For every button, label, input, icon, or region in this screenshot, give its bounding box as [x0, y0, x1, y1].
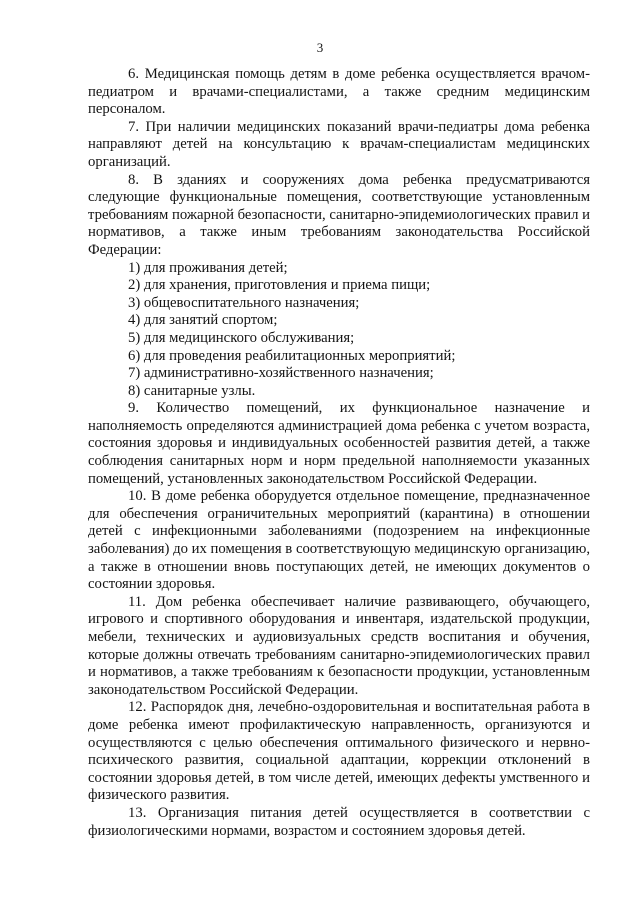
document-body	[88, 66, 590, 840]
paragraph-13: 13. Организация питания детей осуществляется в соответствии с физиологическими нормами, возрастом и состоянием здоровья детей.	[88, 804, 590, 839]
paragraph-12: 12. Распорядок дня, лечебно-оздоровительная и воспитательная работа в доме ребенка имеют профилактическую направленность, организуются и осуществляются с целью обеспечения оптимального физического и нервно-психического развития, социальной адаптации, коррекции отклонений в состоянии здоровья детей, в том числе детей, имеющих дефекты умственного и физического развития.	[88, 699, 590, 804]
list-item: 3) общевоспитательного назначения;	[128, 294, 360, 311]
paragraph-8: 8. В зданиях и сооружениях дома ребенка предусматриваются следующие функциональные помещения, соответствующие установленным требованиям пожарной безопасности, санитарно-эпидемиологических правил и нормативов, а также иным требованиям законодательства Российской Федерации:	[88, 171, 590, 258]
page-number: 3	[316, 40, 324, 55]
paragraph-9: 9. Количество помещений, их функциональное назначение и наполняемость определяются администрацией дома ребенка с учетом возраста, состояния здоровья и индивидуальных особенностей развития детей, а также соблюдения санитарных норм и норм предельной наполняемости указанных помещений, установленных законодательством Российской Федерации.	[88, 400, 590, 487]
paragraph-6: 6. Медицинская помощь детям в доме ребенка осуществляется врачом-педиатром и врачами-специалистами, а также средним медицинским персоналом.	[88, 66, 590, 118]
list-item: 4) для занятий спортом;	[128, 312, 278, 329]
list-item: 6) для проведения реабилитационных мероприятий;	[128, 347, 456, 364]
list-item: 8) санитарные узлы.	[128, 382, 256, 399]
list-item: 7) административно-хозяйственного назначения;	[128, 365, 434, 382]
paragraph-7: 7. При наличии медицинских показаний врачи-педиатры дома ребенка направляют детей на консультацию к врачам-специалистам медицинских организаций.	[88, 118, 590, 170]
premises-list	[88, 260, 590, 401]
paragraph-11: 11. Дом ребенка обеспечивает наличие развивающего, обучающего, игрового и спортивного оборудования и инвентаря, издательской продукции, мебели, технических и аудиовизуальных средств воспитания и обучения, которые должны отвечать требованиям санитарно-эпидемиологических правил и нормативов, а также требованиям к безопасности продукции, установленным законодательством Российской Федерации.	[88, 593, 590, 698]
list-item: 5) для медицинского обслуживания;	[128, 329, 355, 346]
paragraph-10: 10. В доме ребенка оборудуется отдельное помещение, предназначенное для обеспечения ограничительных мероприятий (карантина) в отношении детей с инфекционными заболеваниями (подозрением на инфекционные заболевания) до их помещения в соответствующую медицинскую организацию, а также в отношении вновь поступающих детей, не имеющих документов о состоянии здоровья.	[88, 488, 590, 593]
list-item: 1) для проживания детей;	[128, 259, 288, 276]
list-item: 2) для хранения, приготовления и приема пищи;	[128, 277, 431, 294]
